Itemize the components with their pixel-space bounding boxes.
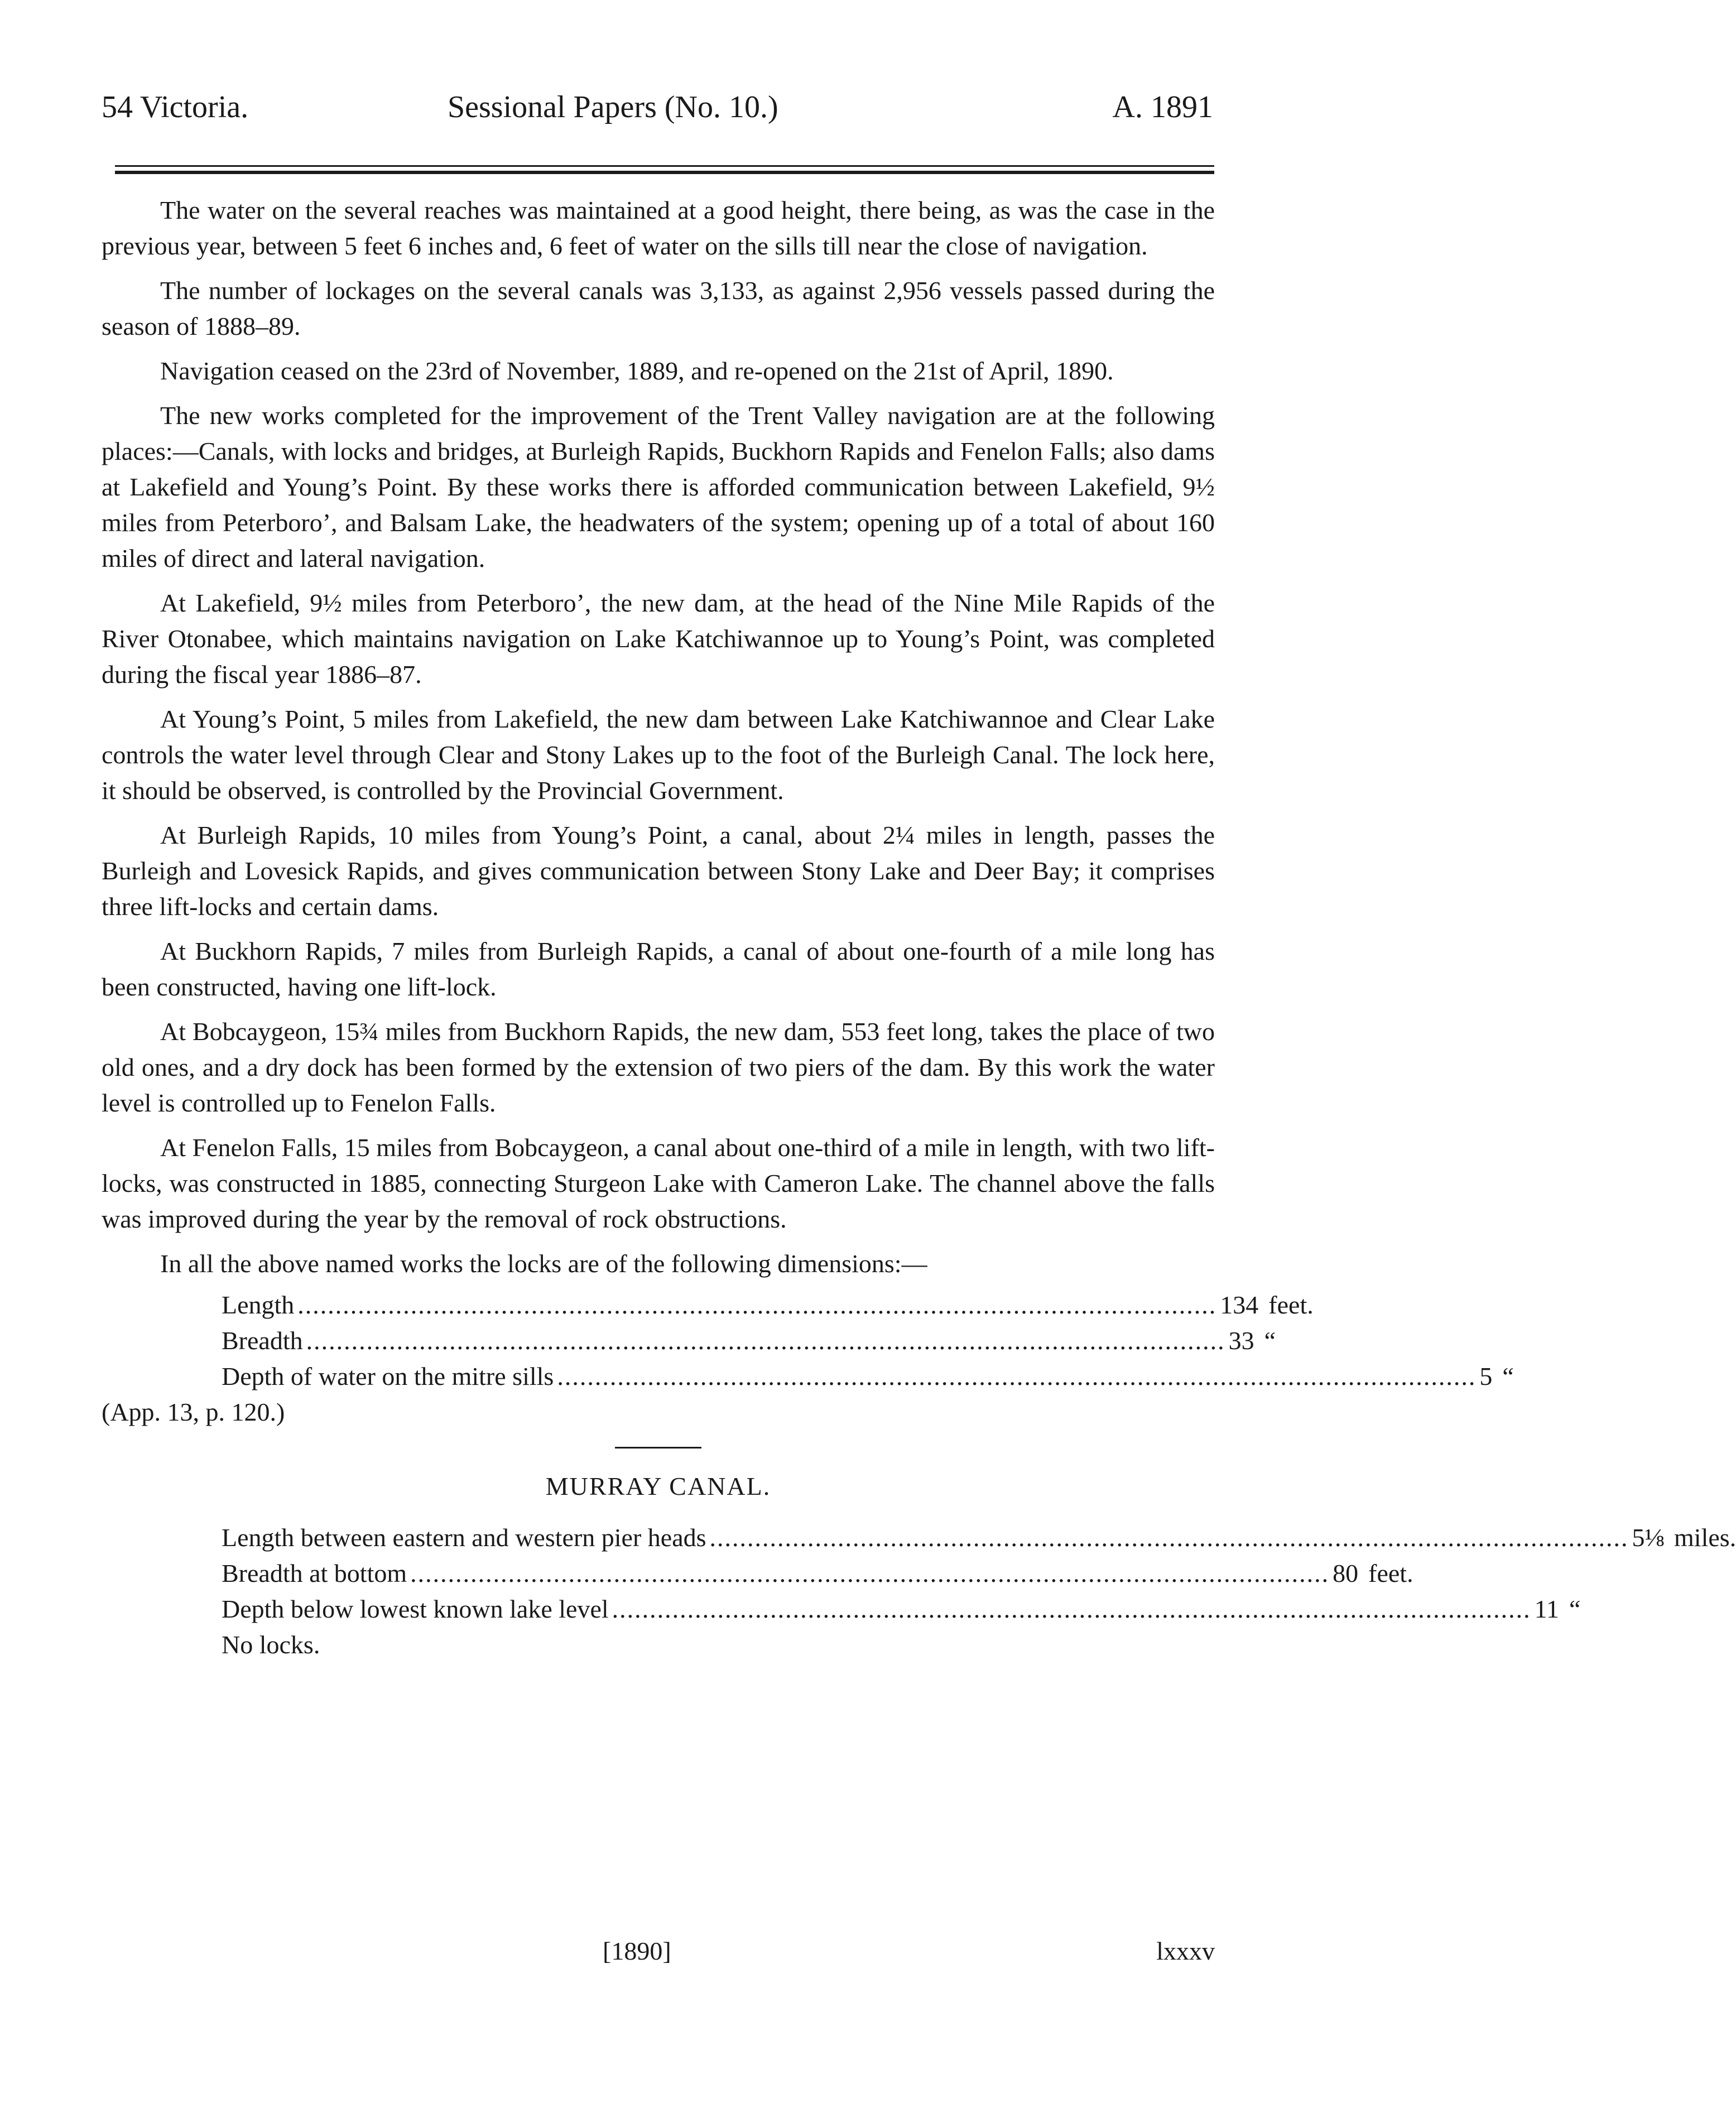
- header-rule-thick: [115, 171, 1214, 174]
- murray-note: No locks.: [222, 1630, 320, 1659]
- section-divider: [615, 1447, 701, 1449]
- dimension-unit: “: [1264, 1326, 1276, 1355]
- footer-year: [1890]: [603, 1937, 671, 1965]
- murray-value: 80: [1333, 1559, 1359, 1587]
- paragraph: At Buckhorn Rapids, 7 miles from Burleigh Rapids, a canal of about one-fourth of a mile long has been constructed, having one lift-lock.: [102, 937, 1215, 1001]
- appendix-reference: (App. 13, p. 120.): [102, 1398, 285, 1426]
- paragraph: The new works completed for the improvement of the Trent Valley navigation are at the following places:—Canals, with locks and bridges, at Burleigh Rapids, Buckhorn Rapids and Fenelon Falls; also dams at Lakefield and Young’s Point. By these works there is afforded communication between Lakefield, 9½ miles from Peterboro’, and Balsam Lake, the headwaters of the system; opening up of a total of about 160 miles of direct and lateral navigation.: [102, 401, 1215, 572]
- paragraph: At Young’s Point, 5 miles from Lakefield, the new dam between Lake Katchiwannoe and Clear Lake controls the water level through Clear and Stony Lakes up to the foot of the Burleigh Canal. The lock here, it should be observed, is controlled by the Provincial Government.: [102, 705, 1215, 805]
- paragraph: The number of lockages on the several canals was 3,133, as against 2,956 vessels passed during the season of 1888–89.: [102, 276, 1215, 340]
- footer-page-number: lxxxv: [1156, 1937, 1215, 1965]
- paragraph: Navigation ceased on the 23rd of November, 1889, and re-opened on the 21st of April, 1890.: [160, 357, 1114, 385]
- dimension-value: 5: [1479, 1362, 1493, 1390]
- murray-value: 11: [1534, 1595, 1559, 1623]
- dimension-unit: “: [1502, 1362, 1514, 1390]
- dimension-row: [222, 1359, 1514, 1394]
- paragraph: At Lakefield, 9½ miles from Peterboro’, the new dam, at the head of the Nine Mile Rapids of the River Otonabee, which maintains navigation on Lake Katchiwannoe up to Young’s Point, was completed during the fiscal year 1886–87.: [102, 589, 1215, 689]
- paragraph: At Burleigh Rapids, 10 miles from Young’s Point, a canal, about 2¼ miles in length, passes the Burleigh and Lovesick Rapids, and gives communication between Stony Lake and Deer Bay; it comprises three lift-locks and certain dams.: [102, 821, 1215, 921]
- leader-dots: ..........................................................................................................................: [612, 1595, 1531, 1623]
- dimension-row: [222, 1287, 1314, 1323]
- paragraph: At Bobcaygeon, 15¾ miles from Buckhorn Rapids, the new dam, 553 feet long, takes the place of two old ones, and a dry dock has been formed by the extension of two piers of the dam. By this work the water level is controlled up to Fenelon Falls.: [102, 1017, 1215, 1117]
- murray-row: [222, 1520, 1736, 1556]
- murray-unit: feet.: [1368, 1559, 1413, 1587]
- paragraph: The water on the several reaches was maintained at a good height, there being, as was the case in the previous year, between 5 feet 6 inches and, 6 feet of water on the sills till near the close of navigation.: [102, 196, 1215, 260]
- dimension-label: Length: [222, 1291, 295, 1319]
- document-body: [102, 193, 1736, 1663]
- header-title: Sessional Papers (No. 10.): [448, 90, 778, 124]
- murray-canal-table: [222, 1520, 1736, 1663]
- header-rule-thin: [115, 165, 1214, 167]
- murray-label: Length between eastern and western pier heads: [222, 1523, 706, 1552]
- dimension-label: Breadth: [222, 1326, 303, 1355]
- dimension-row: [222, 1323, 1276, 1359]
- dimension-label: Depth of water on the mitre sills: [222, 1362, 554, 1390]
- dimension-value: 134: [1220, 1291, 1259, 1319]
- dimension-unit: feet.: [1268, 1291, 1314, 1319]
- murray-value: 5⅛: [1632, 1523, 1665, 1552]
- leader-dots: ..........................................................................................................................: [410, 1559, 1330, 1587]
- dimension-value: 33: [1228, 1326, 1254, 1355]
- paragraph: In all the above named works the locks are of the following dimensions:—: [160, 1249, 927, 1278]
- murray-unit: “: [1569, 1595, 1581, 1623]
- header-year: A. 1891: [1112, 90, 1213, 124]
- murray-row: [222, 1591, 1581, 1627]
- leader-dots: ..........................................................................................................................: [297, 1291, 1217, 1319]
- leader-dots: ..........................................................................................................................: [557, 1362, 1477, 1390]
- page-footer: [102, 1936, 1215, 1981]
- header-volume: 54 Victoria.: [102, 90, 249, 124]
- murray-label: Breadth at bottom: [222, 1559, 407, 1587]
- murray-unit: miles.: [1674, 1523, 1736, 1552]
- paragraph: At Fenelon Falls, 15 miles from Bobcaygeon, a canal about one-third of a mile in length, with two lift-locks, was constructed in 1885, connecting Sturgeon Lake with Cameron Lake. The channel above the falls was improved during the year by the removal of rock obstructions.: [102, 1133, 1215, 1233]
- murray-label: Depth below lowest known lake level: [222, 1595, 609, 1623]
- murray-row: [222, 1556, 1413, 1591]
- leader-dots: ..........................................................................................................................: [709, 1523, 1629, 1552]
- leader-dots: ..........................................................................................................................: [306, 1326, 1225, 1355]
- murray-note-row: [222, 1627, 1099, 1663]
- section-title-murray-canal: MURRAY CANAL.: [545, 1472, 771, 1500]
- lock-dimensions-table: [222, 1287, 1514, 1394]
- page-header: [102, 89, 1213, 139]
